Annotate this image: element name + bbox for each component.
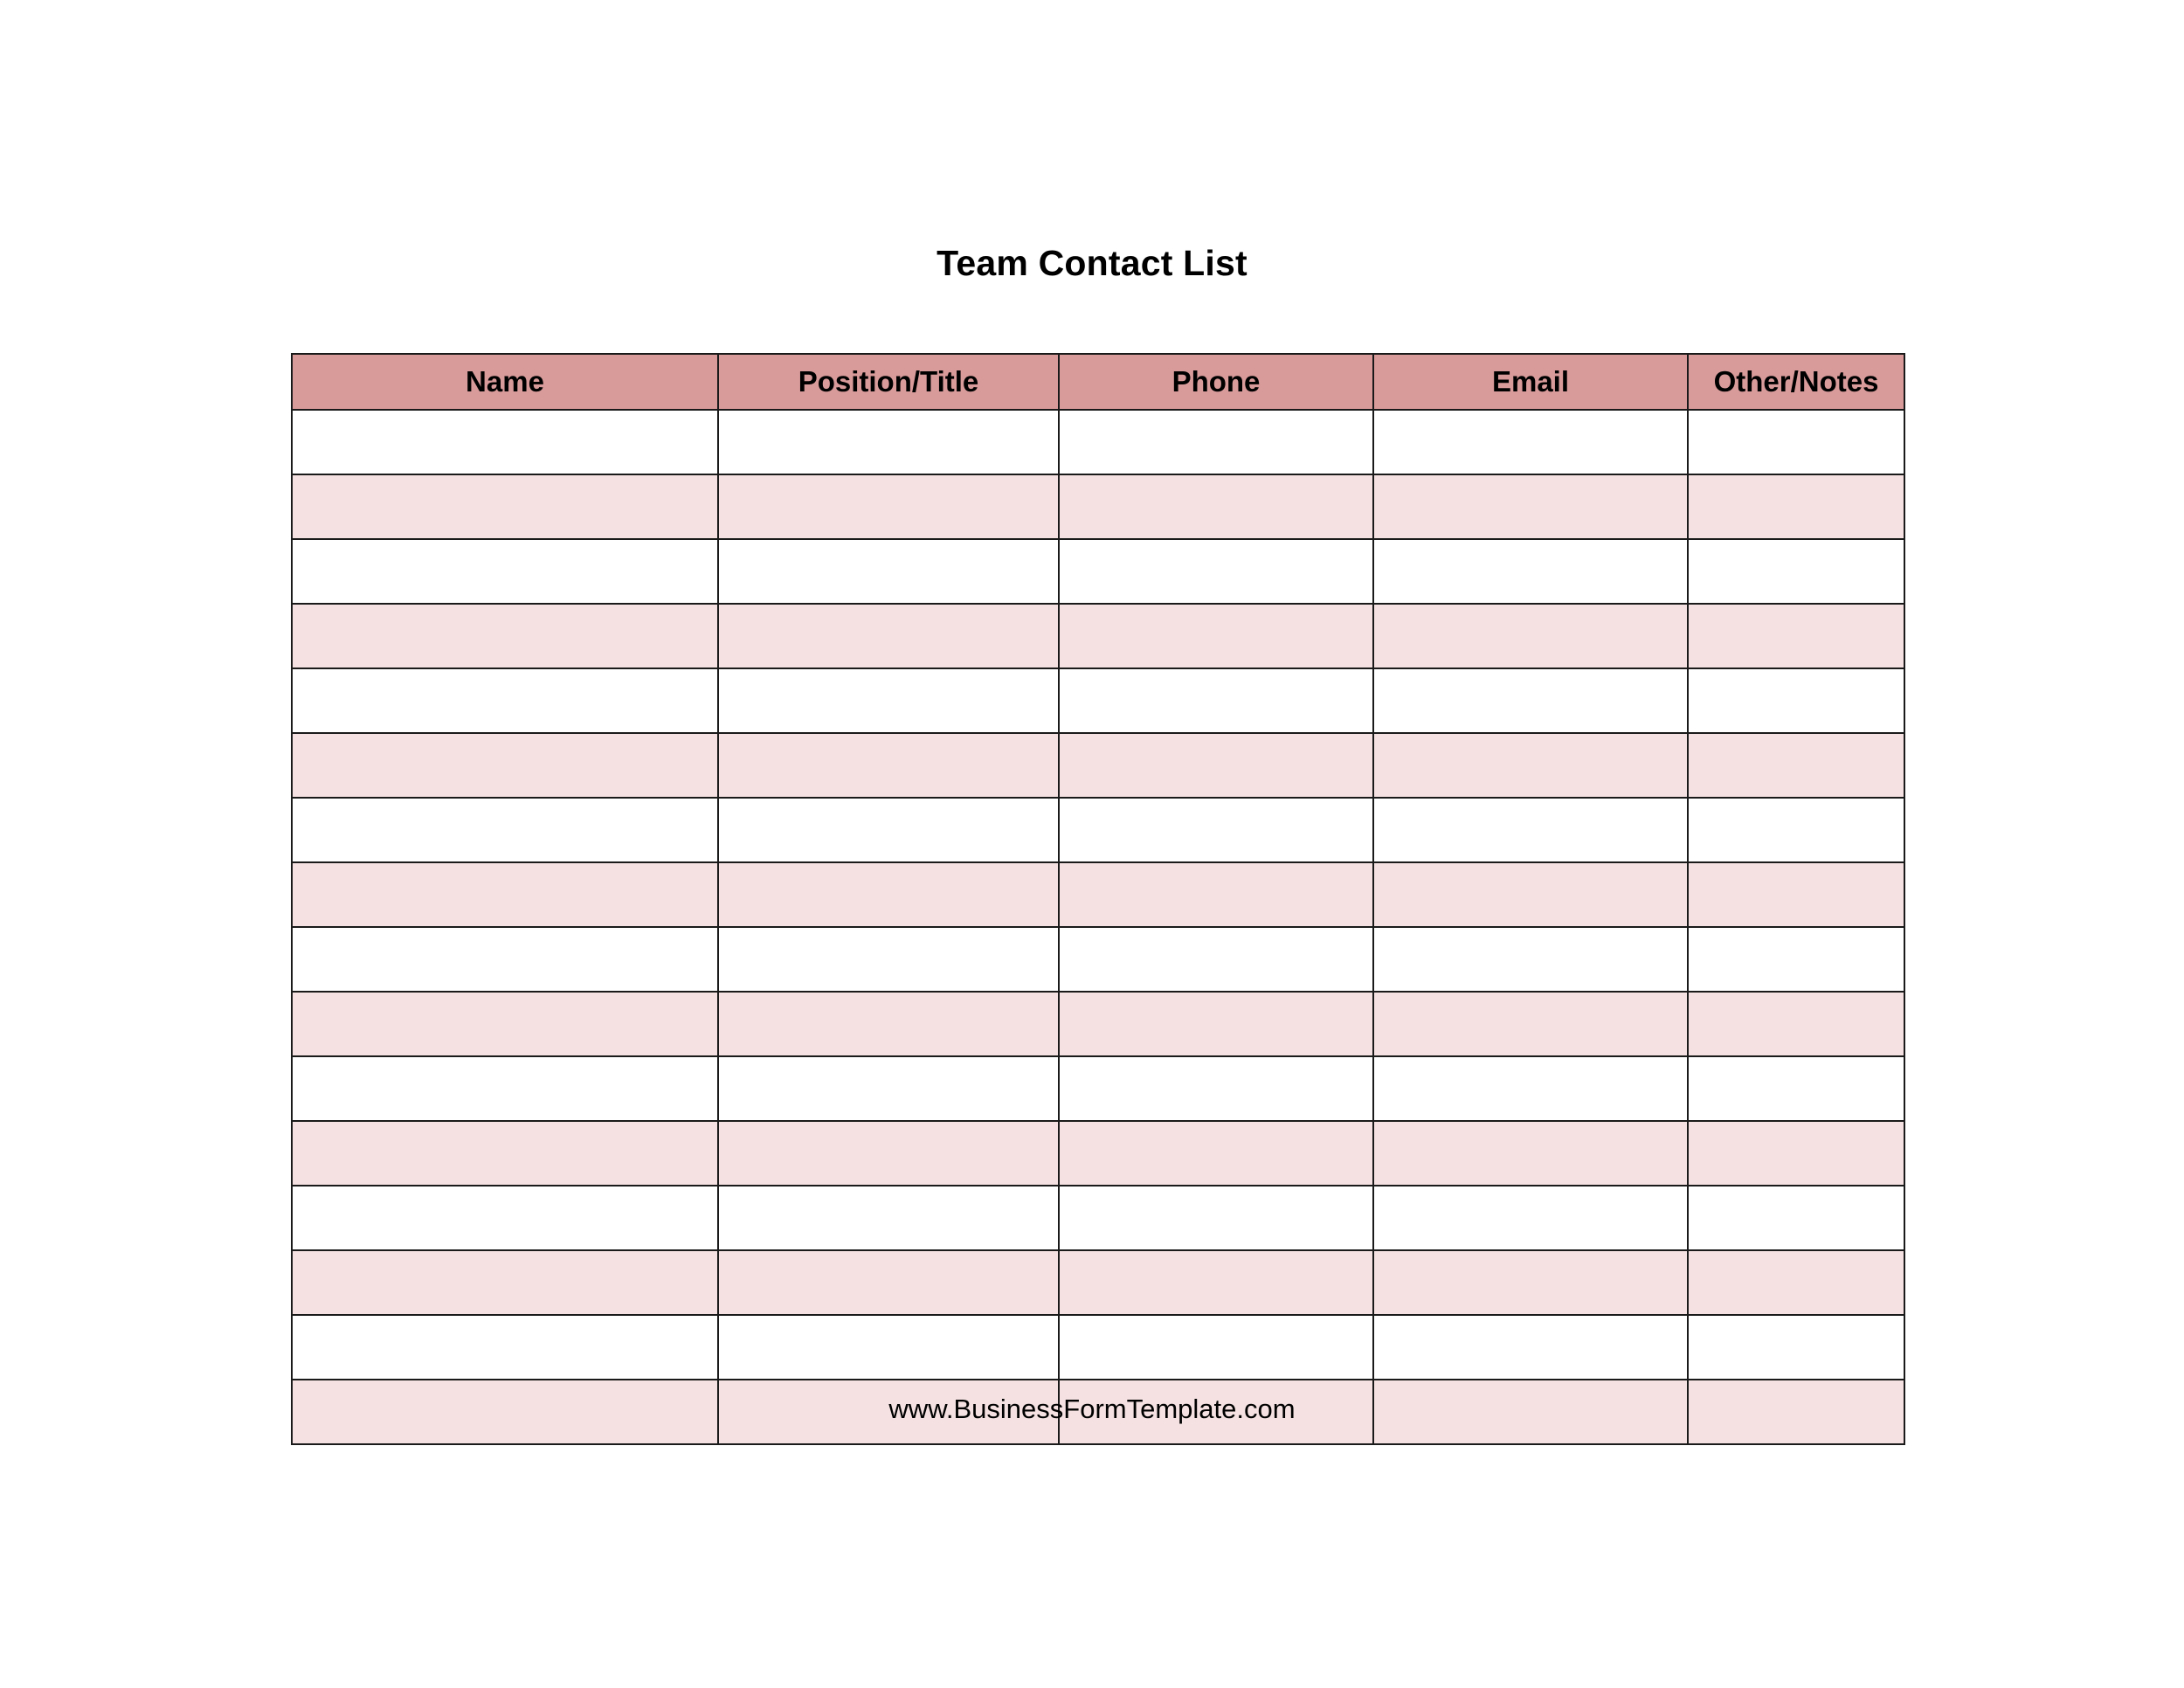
table-header <box>292 354 1904 410</box>
table-row <box>292 1056 1904 1121</box>
table-cell-notes[interactable] <box>1688 733 1904 798</box>
table-cell-phone[interactable] <box>1059 539 1373 604</box>
table-cell-name[interactable] <box>292 539 718 604</box>
table-row <box>292 733 1904 798</box>
table-row <box>292 668 1904 733</box>
table-row <box>292 1250 1904 1315</box>
table-cell-email[interactable] <box>1373 1056 1688 1121</box>
table-cell-name[interactable] <box>292 733 718 798</box>
table-cell-email[interactable] <box>1373 1315 1688 1380</box>
table-header-row <box>292 354 1904 410</box>
table-cell-position[interactable] <box>718 992 1059 1056</box>
table-cell-name[interactable] <box>292 1315 718 1380</box>
table-cell-phone[interactable] <box>1059 1250 1373 1315</box>
table-cell-position[interactable] <box>718 1250 1059 1315</box>
table-cell-name[interactable] <box>292 1186 718 1250</box>
table-row <box>292 1186 1904 1250</box>
column-header-name[interactable]: Name <box>292 354 718 410</box>
table-cell-phone[interactable] <box>1059 862 1373 927</box>
table-cell-notes[interactable] <box>1688 1315 1904 1380</box>
table-cell-email[interactable] <box>1373 539 1688 604</box>
table-row <box>292 474 1904 539</box>
table-cell-name[interactable] <box>292 410 718 474</box>
table-cell-notes[interactable] <box>1688 604 1904 668</box>
table-row <box>292 539 1904 604</box>
table-row <box>292 410 1904 474</box>
column-header-phone[interactable]: Phone <box>1059 354 1373 410</box>
table-cell-email[interactable] <box>1373 733 1688 798</box>
table-cell-name[interactable] <box>292 992 718 1056</box>
table-cell-notes[interactable] <box>1688 798 1904 862</box>
table-cell-notes[interactable] <box>1688 1250 1904 1315</box>
team-contact-table <box>291 353 1905 1445</box>
table-row <box>292 1315 1904 1380</box>
column-header-notes[interactable]: Other/Notes <box>1688 354 1904 410</box>
table-cell-phone[interactable] <box>1059 798 1373 862</box>
table-row <box>292 927 1904 992</box>
table-cell-phone[interactable] <box>1059 1056 1373 1121</box>
table-cell-name[interactable] <box>292 927 718 992</box>
table-cell-position[interactable] <box>718 1121 1059 1186</box>
table-cell-phone[interactable] <box>1059 927 1373 992</box>
table-row <box>292 1121 1904 1186</box>
table-cell-phone[interactable] <box>1059 1315 1373 1380</box>
table-cell-phone[interactable] <box>1059 1186 1373 1250</box>
table-cell-phone[interactable] <box>1059 668 1373 733</box>
page-title: Team Contact List <box>936 243 1248 283</box>
table-cell-email[interactable] <box>1373 604 1688 668</box>
table-cell-email[interactable] <box>1373 474 1688 539</box>
table-cell-phone[interactable] <box>1059 733 1373 798</box>
table-cell-notes[interactable] <box>1688 1121 1904 1186</box>
contact-table-container <box>291 353 1893 1445</box>
table-body <box>292 410 1904 1444</box>
table-cell-name[interactable] <box>292 798 718 862</box>
column-header-position[interactable]: Position/Title <box>718 354 1059 410</box>
table-cell-name[interactable] <box>292 1250 718 1315</box>
table-cell-phone[interactable] <box>1059 992 1373 1056</box>
table-cell-notes[interactable] <box>1688 1186 1904 1250</box>
table-cell-position[interactable] <box>718 927 1059 992</box>
table-cell-position[interactable] <box>718 1315 1059 1380</box>
table-cell-name[interactable] <box>292 668 718 733</box>
table-cell-email[interactable] <box>1373 927 1688 992</box>
table-cell-email[interactable] <box>1373 1250 1688 1315</box>
table-cell-notes[interactable] <box>1688 668 1904 733</box>
table-cell-phone[interactable] <box>1059 604 1373 668</box>
table-cell-position[interactable] <box>718 604 1059 668</box>
table-cell-name[interactable] <box>292 1121 718 1186</box>
table-cell-notes[interactable] <box>1688 927 1904 992</box>
table-cell-name[interactable] <box>292 862 718 927</box>
table-cell-notes[interactable] <box>1688 410 1904 474</box>
table-row <box>292 604 1904 668</box>
table-cell-position[interactable] <box>718 798 1059 862</box>
table-cell-position[interactable] <box>718 474 1059 539</box>
table-row <box>292 992 1904 1056</box>
table-cell-email[interactable] <box>1373 668 1688 733</box>
table-cell-notes[interactable] <box>1688 992 1904 1056</box>
column-header-email[interactable]: Email <box>1373 354 1688 410</box>
table-cell-notes[interactable] <box>1688 539 1904 604</box>
table-cell-email[interactable] <box>1373 1186 1688 1250</box>
table-cell-position[interactable] <box>718 410 1059 474</box>
table-cell-position[interactable] <box>718 539 1059 604</box>
table-cell-position[interactable] <box>718 862 1059 927</box>
table-cell-email[interactable] <box>1373 992 1688 1056</box>
table-cell-notes[interactable] <box>1688 862 1904 927</box>
table-cell-phone[interactable] <box>1059 410 1373 474</box>
table-cell-position[interactable] <box>718 668 1059 733</box>
table-cell-notes[interactable] <box>1688 1056 1904 1121</box>
table-cell-name[interactable] <box>292 474 718 539</box>
table-cell-email[interactable] <box>1373 410 1688 474</box>
table-cell-position[interactable] <box>718 1186 1059 1250</box>
table-cell-email[interactable] <box>1373 798 1688 862</box>
table-row <box>292 798 1904 862</box>
table-cell-position[interactable] <box>718 733 1059 798</box>
table-cell-phone[interactable] <box>1059 1121 1373 1186</box>
table-cell-name[interactable] <box>292 1056 718 1121</box>
table-row <box>292 862 1904 927</box>
table-cell-position[interactable] <box>718 1056 1059 1121</box>
table-cell-email[interactable] <box>1373 1121 1688 1186</box>
table-cell-name[interactable] <box>292 604 718 668</box>
table-cell-phone[interactable] <box>1059 474 1373 539</box>
footer-website-url: www.BusinessFormTemplate.com <box>888 1394 1296 1424</box>
table-cell-notes[interactable] <box>1688 474 1904 539</box>
table-cell-email[interactable] <box>1373 862 1688 927</box>
